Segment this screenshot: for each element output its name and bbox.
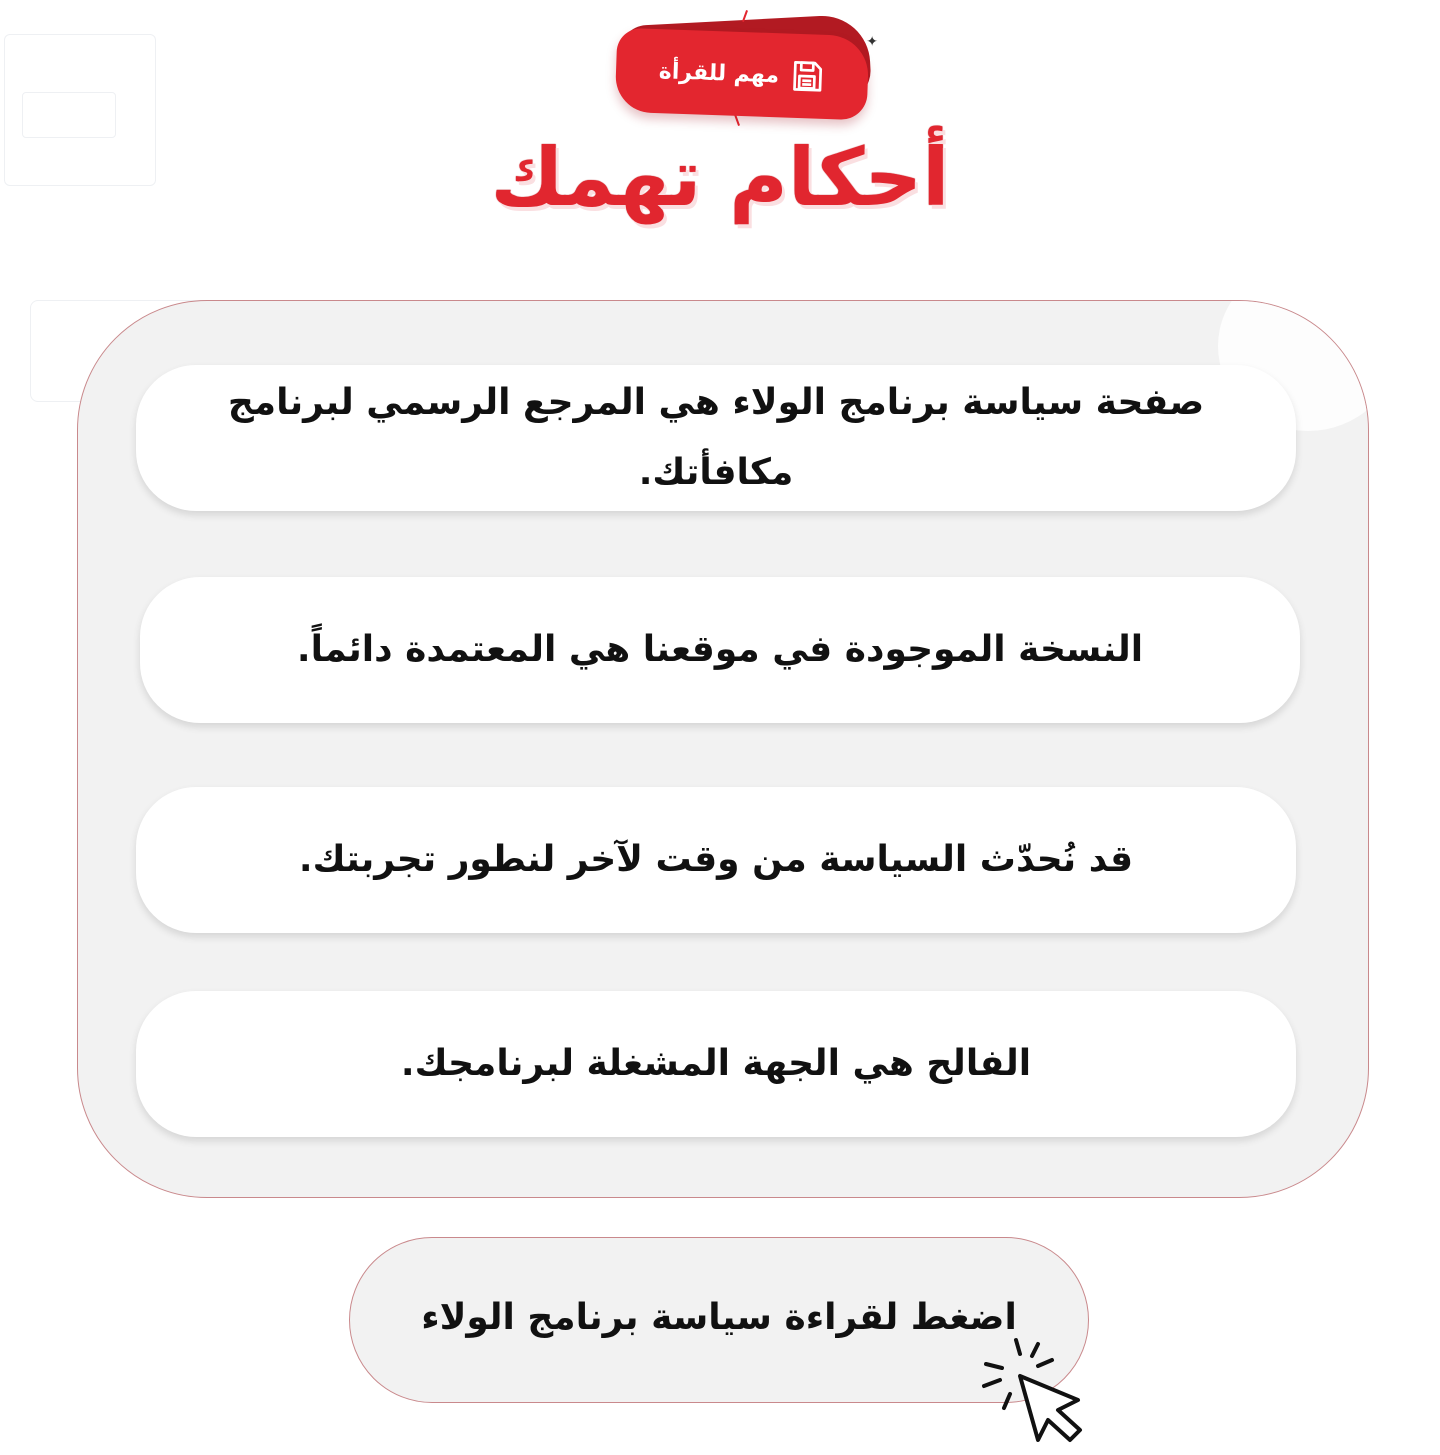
- important-badge: [612, 14, 880, 118]
- badge-body: [615, 28, 870, 121]
- term-text: النسخة الموجودة في موقعنا هي المعتمدة دائماً.: [296, 629, 1144, 670]
- badge-label: مهم للقرأة: [658, 58, 780, 88]
- term-card: [140, 577, 1300, 723]
- term-card: [136, 991, 1296, 1137]
- terms-panel: [77, 300, 1369, 1198]
- sparkle-icon: ✦: [866, 34, 878, 50]
- term-card: [136, 787, 1296, 933]
- read-policy-button[interactable]: [349, 1237, 1089, 1403]
- term-card: [136, 365, 1296, 511]
- floppy-disk-icon: [789, 58, 826, 95]
- term-text: قد نُحدّث السياسة من وقت لآخر لنطور تجربتك.: [298, 839, 1134, 880]
- read-policy-label: اضغط لقراءة سياسة برنامج الولاء: [421, 1296, 1017, 1338]
- term-text: الفالح هي الجهة المشغلة لبرنامجك.: [400, 1043, 1032, 1084]
- page-title: أحكام تهمك: [490, 131, 950, 224]
- term-text: صفحة سياسة برنامج الولاء هي المرجع الرسمي لبرنامج مكافأتك.: [227, 382, 1205, 493]
- pointer-click-icon: [980, 1336, 1100, 1448]
